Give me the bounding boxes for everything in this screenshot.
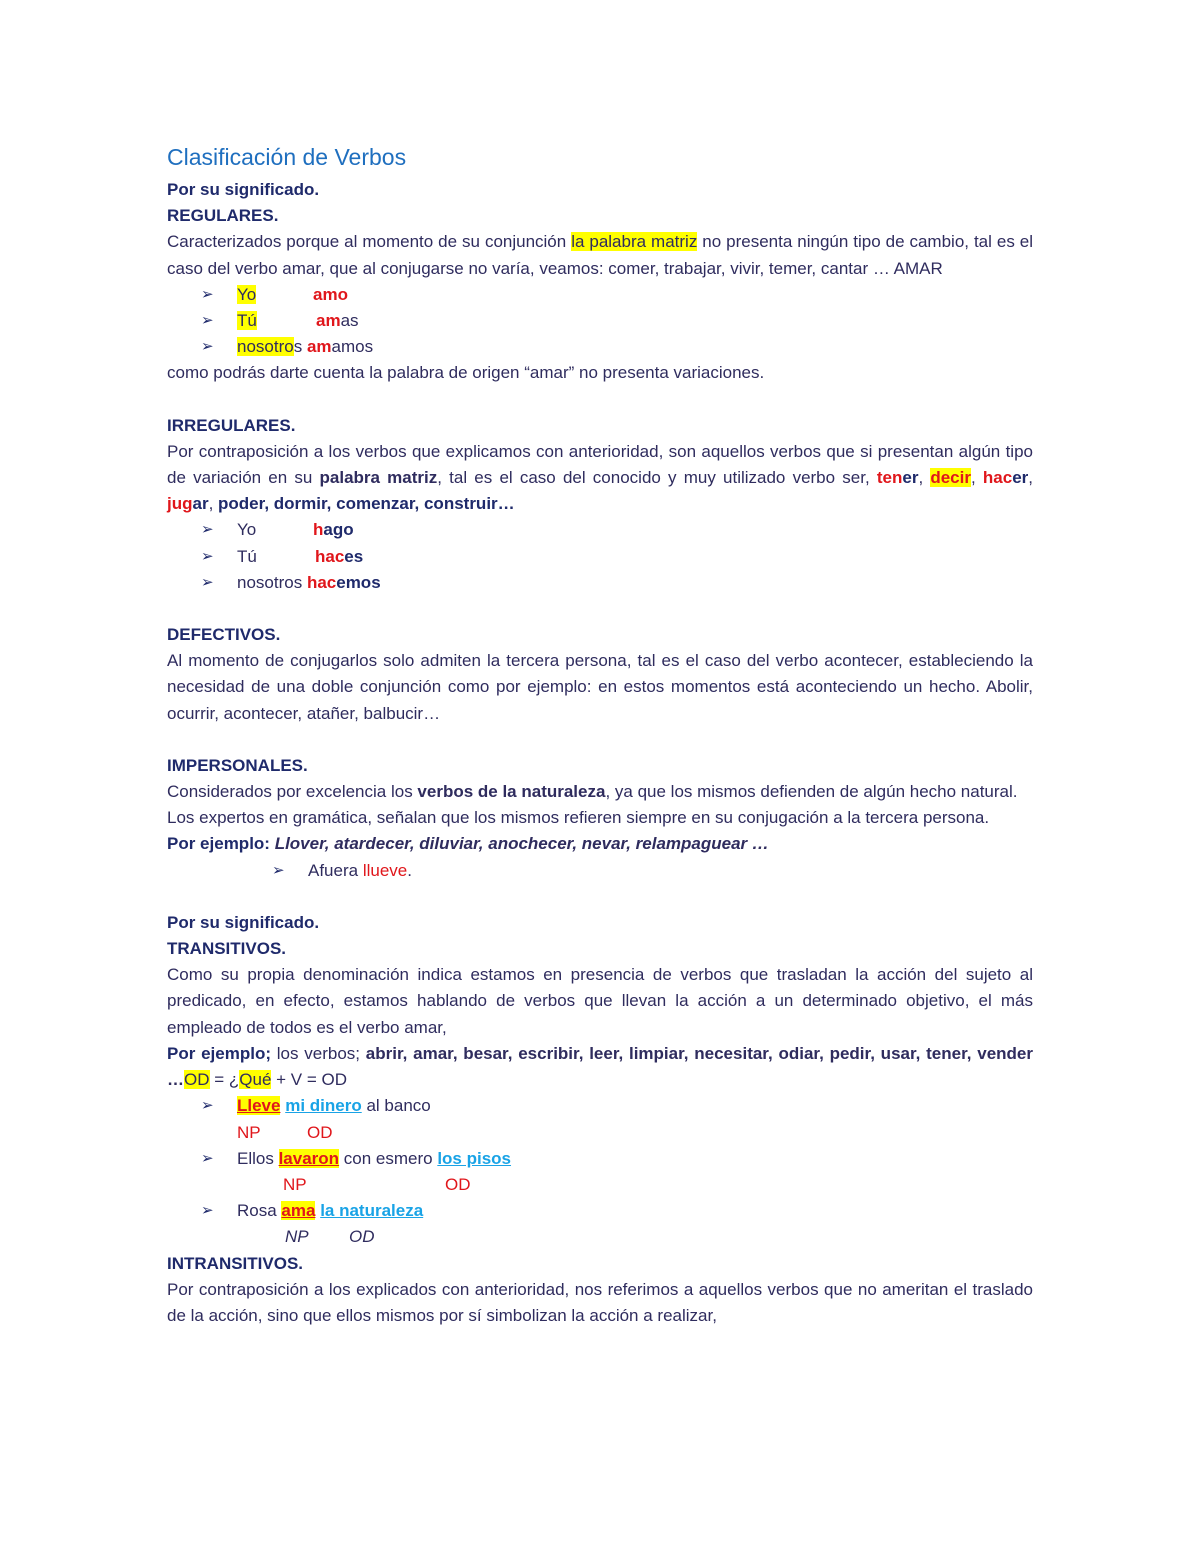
list-item: ➢ nosotros hacemos (201, 570, 1033, 596)
defectivos-paragraph: Al momento de conjugarlos solo admiten la tercera persona, tal es el caso del verbo acontecer, estableciendo la necesidad de una doble conjunción como por ejemplo: en estos momentos está aconteciendo un hecho. Abolir, ocurrir, acontecer, atañer, balbucir… (167, 651, 1033, 723)
impersonales-list (167, 858, 1033, 884)
transitivos-list-2 (167, 1146, 1033, 1172)
ex1-labels: NP OD (237, 1122, 333, 1142)
arrowhead-bullet-icon: ➢ (201, 1202, 214, 1220)
irregulares-heading: IRREGULARES. (167, 415, 296, 435)
defectivos-heading: DEFECTIVOS. (167, 625, 281, 645)
intransitivos-paragraph: Por contraposición a los explicados con anterioridad, nos referimos a aquellos verbos que no ameritan el traslado de la acción, sino que ellos mismos por sí simbolizan la acción a realizar, (167, 1279, 1033, 1325)
document-page (167, 141, 1033, 1329)
list-item: ➢ Lleve mi dinero al banco (201, 1093, 1033, 1119)
arrowhead-bullet-icon: ➢ (201, 1149, 214, 1167)
regulares-closing: como podrás darte cuenta la palabra de origen “amar” no presenta variaciones. (167, 363, 765, 383)
list-item: ➢ Tú haces (201, 544, 1033, 570)
impersonales-example: Por ejemplo: Llover, atardecer, diluviar, anochecer, nevar, relampaguear … (167, 834, 769, 854)
list-item: ➢ Rosa ama la naturaleza (201, 1198, 1033, 1224)
list-item: ➢ Yo hago (201, 517, 1033, 543)
transitivos-list (167, 1093, 1033, 1119)
section-label: Por su significado. (167, 180, 320, 199)
highlight-palabra-matriz: la palabra matriz (571, 232, 698, 252)
ex2-labels: NP OD (283, 1174, 471, 1194)
arrowhead-bullet-icon: ➢ (201, 312, 214, 330)
regulares-list (167, 282, 1033, 361)
regulares-heading: REGULARES. (167, 206, 279, 226)
arrowhead-bullet-icon: ➢ (201, 521, 214, 539)
impersonales-paragraph-1: Considerados por excelencia los verbos de la naturaleza, ya que los mismos defienden de algún hecho natural. (167, 782, 1018, 802)
arrowhead-bullet-icon: ➢ (201, 338, 214, 356)
transitivos-paragraph-2: Por ejemplo; los verbos; abrir, amar, besar, escribir, leer, limpiar, necesitar, odiar, pedir, usar, tener, vender …OD = ¿Qué + V = OD (167, 1043, 1034, 1090)
arrowhead-bullet-icon: ➢ (201, 1097, 214, 1115)
transitivos-paragraph-1: Como su propia denominación indica estamos en presencia de verbos que trasladan la acción del sujeto al predicado, en efecto, estamos hablando de verbos que llevan la acción a un determinado objetivo, el más empleado de todos es el verbo amar, (167, 965, 1033, 1037)
impersonales-paragraph-2: Los expertos en gramática, señalan que los mismos refieren siempre en su conjugación a la tercera persona. (167, 808, 990, 828)
arrowhead-bullet-icon: ➢ (272, 861, 285, 879)
intransitivos-heading: INTRANSITIVOS. (167, 1253, 304, 1273)
irregulares-paragraph: Por contraposición a los verbos que explicamos con anterioridad, son aquellos verbos que si presentan algún tipo de variación en su palabra matriz, tal es el caso del conocido y muy utilizado verbo ser, tener, decir, hacer, jugar, poder, dormir, comenzar, construir… (167, 441, 1033, 514)
irregulares-list (167, 517, 1033, 596)
list-item: ➢ nosotros amamos (201, 334, 1033, 360)
arrowhead-bullet-icon: ➢ (201, 547, 214, 565)
arrowhead-bullet-icon: ➢ (201, 285, 214, 303)
arrowhead-bullet-icon: ➢ (201, 573, 214, 591)
ex3-labels: NP OD (285, 1227, 375, 1247)
list-item: ➢ Afuera llueve. (272, 858, 1033, 884)
list-item: ➢ Ellos lavaron con esmero los pisos (201, 1146, 1033, 1172)
regulares-paragraph: Caracterizados porque al momento de su conjunción la palabra matriz no presenta ningún tipo de cambio, tal es el caso del verbo amar, que al conjugarse no varía, veamos: comer, trabajar, vivir, temer, cantar … AMAR (167, 232, 1034, 278)
page-title: Clasificación de Verbos (167, 144, 407, 170)
transitivos-heading: TRANSITIVOS. (167, 939, 287, 959)
list-item: ➢ Tú amas (201, 308, 1033, 334)
impersonales-heading: IMPERSONALES. (167, 755, 308, 775)
section-label-2: Por su significado. (167, 912, 320, 932)
list-item: ➢ Yo amo (201, 282, 1033, 308)
transitivos-list-3 (167, 1198, 1033, 1224)
